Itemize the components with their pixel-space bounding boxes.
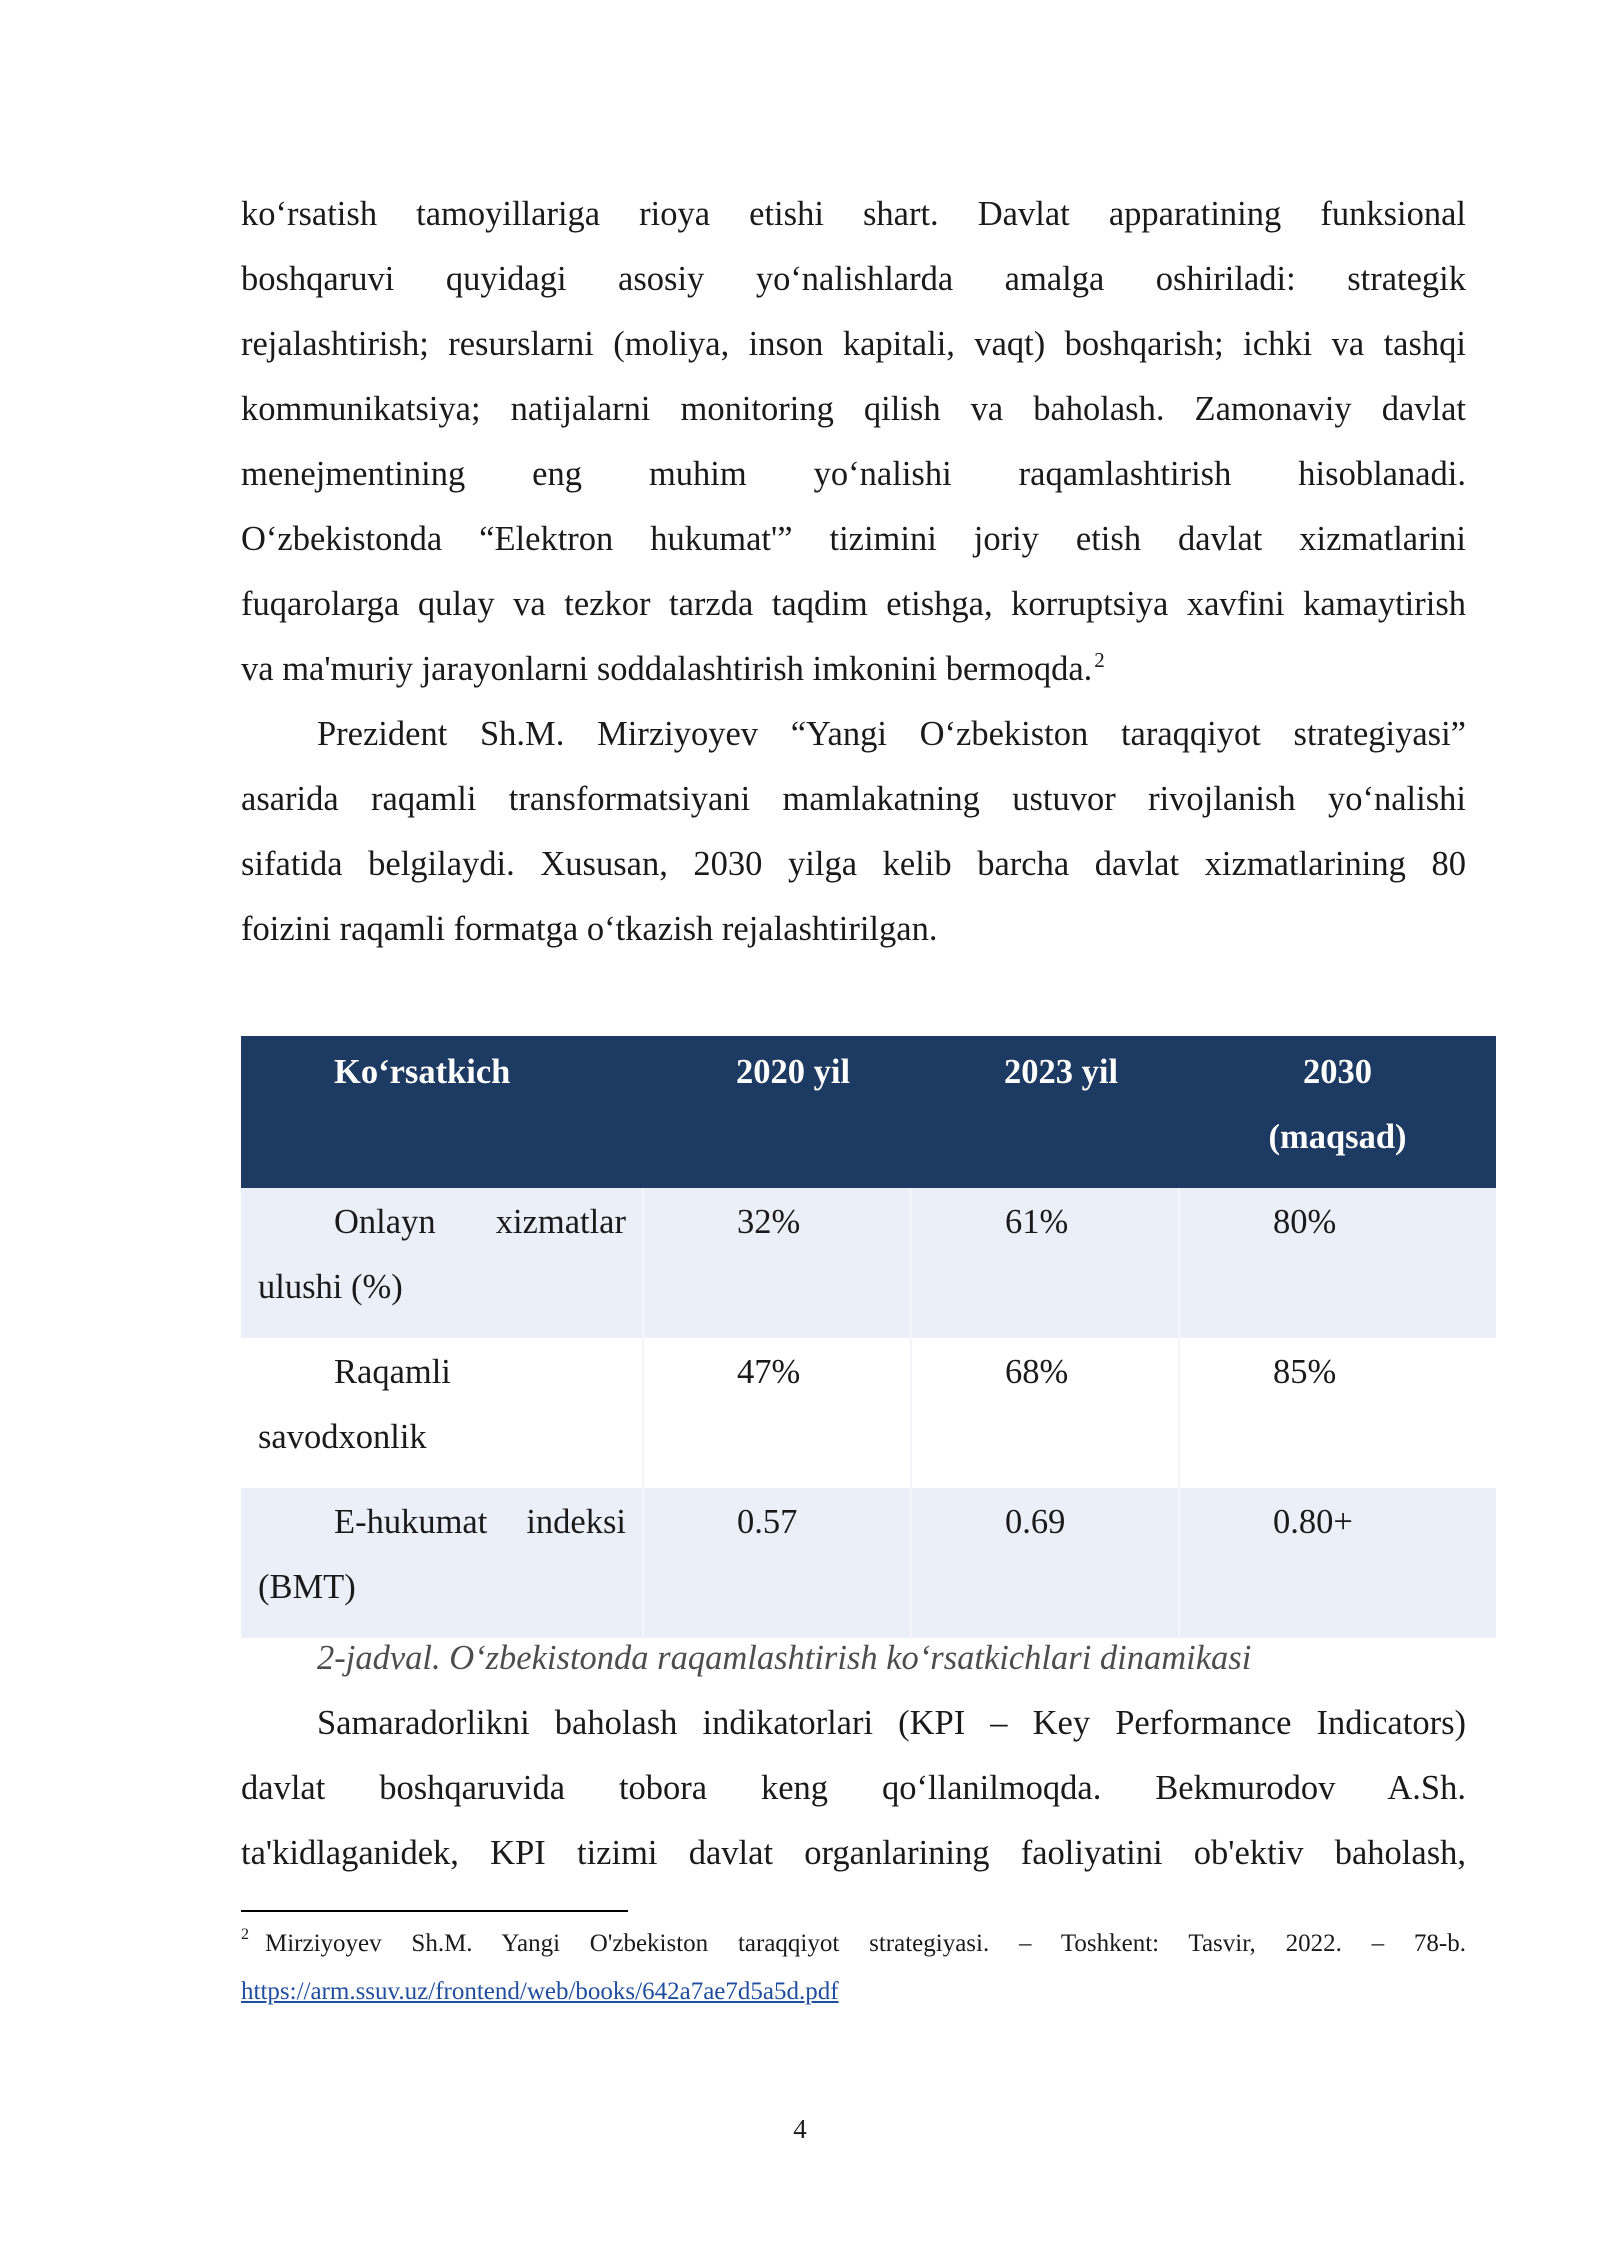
- indicator-label-cont: ulushi (%): [258, 1268, 403, 1306]
- table-header-row: [241, 1036, 1496, 1188]
- footnote-text: Mirziyoyev Sh.M. Yangi O'zbekiston taraqqiyot strategiyasi. – Toshkent: Tasvir, 2022. – 78-b.: [265, 1930, 1466, 1957]
- value-cell-2023: 61%: [911, 1188, 1179, 1338]
- text-line: foizini raqamli formatga o‘tkazish rejalashtirilgan.: [241, 910, 938, 948]
- footnote-link-line: [241, 1968, 1466, 2016]
- value-cell-2030: 80%: [1179, 1188, 1496, 1338]
- footnote-reference[interactable]: 2: [1094, 648, 1105, 672]
- text-line: davlat boshqaruvida tobora keng qo‘llanilmoqda. Bekmurodov A.Sh.: [241, 1769, 1466, 1807]
- text-line: rejalashtirish; resurslarni (moliya, inson kapitali, vaqt) boshqarish; ichki va tashqi: [241, 325, 1466, 363]
- text-line: menejmentining eng muhim yo‘nalishi raqamlashtirish hisoblanadi.: [241, 455, 1466, 493]
- value-cell-2020: 32%: [643, 1188, 911, 1338]
- footnote-link[interactable]: https://arm.ssuv.uz/frontend/web/books/642a7ae7d5a5d.pdf: [241, 1978, 839, 2005]
- column-header-2030-target: (maqsad): [1268, 1118, 1407, 1156]
- indicator-cell: [241, 1338, 643, 1488]
- paragraph-3: [241, 1691, 1466, 1886]
- table-caption: 2-jadval. O‘zbekistonda raqamlashtirish ko‘rsatkichlari dinamikasi: [317, 1639, 1252, 1677]
- indicators-table: [241, 1036, 1496, 1638]
- indicator-cell: [241, 1488, 643, 1638]
- column-header-2020: 2020 yil: [643, 1036, 911, 1188]
- indicator-label-cont: savodxonlik: [258, 1418, 427, 1456]
- text-line: ta'kidlaganidek, KPI tizimi davlat organlarining faoliyatini ob'ektiv baholash,: [241, 1834, 1466, 1872]
- table-row: [241, 1338, 1496, 1488]
- footnote: [241, 1920, 1466, 2016]
- paragraph-2: [241, 702, 1466, 962]
- text-line: ko‘rsatish tamoyillariga rioya etishi shart. Davlat apparatining funksional: [241, 195, 1466, 233]
- text-line: boshqaruvi quyidagi asosiy yo‘nalishlarda amalga oshiriladi: strategik: [241, 260, 1466, 298]
- text-line: fuqarolarga qulay va tezkor tarzda taqdim etishga, korruptsiya xavfini kamaytirish: [241, 585, 1466, 623]
- text-line: Samaradorlikni baholash indikatorlari (KPI – Key Performance Indicators): [317, 1704, 1466, 1742]
- table-row: [241, 1188, 1496, 1338]
- value-cell-2023: 0.69: [911, 1488, 1179, 1638]
- indicator-label: Raqamli: [334, 1353, 451, 1391]
- indicator-label-cont: (BMT): [258, 1568, 356, 1606]
- column-header-2023: 2023 yil: [911, 1036, 1179, 1188]
- indicator-label: E-hukumat indeksi: [334, 1503, 626, 1541]
- value-cell-2023: 68%: [911, 1338, 1179, 1488]
- value-cell-2030: 85%: [1179, 1338, 1496, 1488]
- text-line: Prezident Sh.M. Mirziyoyev “Yangi O‘zbekiston taraqqiyot strategiyasi”: [317, 715, 1466, 753]
- indicator-cell: [241, 1188, 643, 1338]
- column-header-2030-year: 2030: [1303, 1053, 1372, 1091]
- column-header-2030: [1179, 1036, 1496, 1188]
- column-header-indicator: Ko‘rsatkich: [241, 1036, 643, 1188]
- text-line: sifatida belgilaydi. Xususan, 2030 yilga kelib barcha davlat xizmatlarining 80: [241, 845, 1466, 883]
- value-cell-2020: 0.57: [643, 1488, 911, 1638]
- table-row: [241, 1488, 1496, 1638]
- text-line: O‘zbekistonda “Elektron hukumat'” tizimini joriy etish davlat xizmatlarini: [241, 520, 1466, 558]
- value-cell-2030: 0.80+: [1179, 1488, 1496, 1638]
- footnote-mark: 2: [241, 1926, 249, 1943]
- indicator-label: Onlayn xizmatlar: [334, 1203, 626, 1241]
- text-line: kommunikatsiya; natijalarni monitoring qilish va baholash. Zamonaviy davlat: [241, 390, 1466, 428]
- paragraph-1: [241, 182, 1466, 702]
- text-line-last: [241, 637, 1466, 702]
- text-line: asarida raqamli transformatsiyani mamlakatning ustuvor rivojlanish yo‘nalishi: [241, 780, 1466, 818]
- value-cell-2020: 47%: [643, 1338, 911, 1488]
- text-line-content: va ma'muriy jarayonlarni soddalashtirish imkonini bermoqda.: [241, 650, 1093, 688]
- footnote-separator: [241, 1910, 628, 1912]
- page-number: 4: [793, 2114, 807, 2144]
- footnote-line: [241, 1920, 1466, 1968]
